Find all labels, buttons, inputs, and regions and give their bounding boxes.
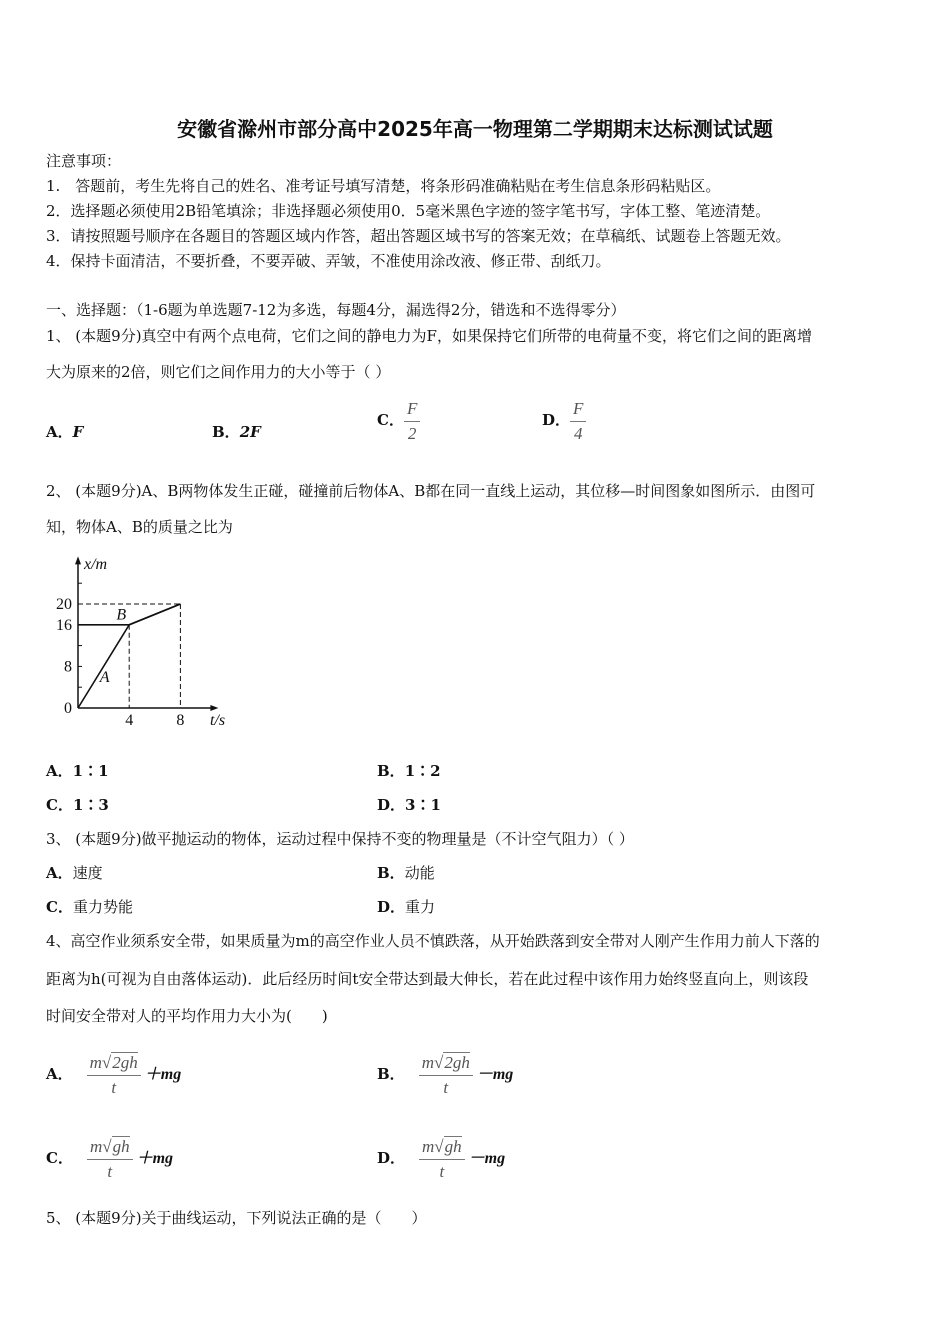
q1-option-a[interactable] bbox=[46, 422, 83, 442]
fraction bbox=[87, 1135, 133, 1184]
mass-symbol: m bbox=[422, 1136, 435, 1156]
option-tail: －mg bbox=[468, 1150, 506, 1167]
note-item: 3．请按照题号顺序在各题目的答题区域内作答，超出答题区域书写的答案无效；在草稿纸、试题卷上答题无效。 bbox=[46, 227, 791, 245]
option-label: C． bbox=[46, 796, 73, 814]
question-1-text: 1、 (本题9分)真空中有两个点电荷，它们之间的静电力为F，如果保持它们所带的电荷量不变，将它们之间的距离增 bbox=[46, 327, 812, 345]
q2-option-a[interactable] bbox=[46, 761, 109, 781]
option-label: C． bbox=[46, 1149, 73, 1167]
option-label: C． bbox=[46, 898, 73, 916]
q1-option-c[interactable] bbox=[377, 396, 420, 446]
option-label: B． bbox=[377, 762, 405, 780]
denominator: 2 bbox=[407, 423, 417, 443]
q1-option-d[interactable] bbox=[542, 396, 586, 446]
mass-symbol: m bbox=[89, 1136, 103, 1156]
mass-symbol: m bbox=[89, 1052, 102, 1072]
x-axis-arrow-icon bbox=[210, 705, 218, 711]
radicand: gh bbox=[444, 1136, 462, 1156]
fraction bbox=[404, 397, 420, 446]
question-2-text: 2、 (本题9分)A、B两物体发生正碰，碰撞前后物体A、B都在同一直线上运动，其位移—时间图象如图所示．由图可 bbox=[46, 482, 816, 500]
question-4-text: 距离为h(可视为自由落体运动)．此后经历时间t安全带达到最大伸长，若在此过程中该作用力始终竖直向上，则该段 bbox=[46, 970, 809, 988]
option-label: B． bbox=[212, 423, 240, 441]
option-label: A． bbox=[46, 423, 73, 441]
option-text: 速度 bbox=[72, 864, 103, 882]
q2-option-d[interactable] bbox=[377, 795, 441, 815]
y-tick-label: 20 bbox=[56, 596, 72, 613]
option-text: 1∶1 bbox=[72, 762, 109, 780]
sqrt-icon: √ bbox=[101, 1052, 112, 1072]
numerator bbox=[87, 1135, 133, 1160]
option-tail: ＋mg bbox=[144, 1066, 182, 1083]
y-axis-arrow-icon bbox=[75, 556, 81, 564]
radicand: 2gh bbox=[444, 1052, 470, 1072]
radicand: gh bbox=[112, 1136, 130, 1156]
q4-option-b[interactable] bbox=[377, 1042, 513, 1107]
q3-option-b[interactable] bbox=[377, 863, 435, 883]
question-3-text: 3、 (本题9分)做平抛运动的物体，运动过程中保持不变的物理量是（不计空气阻力）（ ） bbox=[46, 830, 634, 848]
option-text: 动能 bbox=[404, 864, 435, 882]
q1-option-b[interactable] bbox=[212, 422, 261, 442]
y-tick-label: 0 bbox=[64, 700, 72, 717]
option-label: D． bbox=[542, 411, 571, 429]
option-label: B． bbox=[377, 864, 405, 882]
numerator: F bbox=[570, 397, 586, 422]
denominator: t bbox=[439, 1161, 445, 1181]
q2-option-c[interactable] bbox=[46, 795, 109, 815]
option-label: D． bbox=[377, 796, 406, 814]
position-time-graph bbox=[40, 545, 250, 740]
question-5-text: 5、 (本题9分)关于曲线运动，下列说法正确的是（ ） bbox=[46, 1209, 427, 1227]
option-text: 1∶3 bbox=[72, 796, 109, 814]
mass-symbol: m bbox=[421, 1052, 434, 1072]
radicand: 2gh bbox=[112, 1052, 138, 1072]
denominator: t bbox=[111, 1077, 117, 1097]
y-axis-label: x/m bbox=[84, 556, 108, 573]
option-label: A． bbox=[46, 762, 73, 780]
option-tail: －mg bbox=[476, 1066, 514, 1083]
q2-option-b[interactable] bbox=[377, 761, 441, 781]
fraction bbox=[87, 1051, 141, 1100]
denominator: 4 bbox=[573, 423, 583, 443]
question-2-text: 知，物体A、B的质量之比为 bbox=[46, 518, 233, 536]
option-label: A． bbox=[46, 864, 73, 882]
q4-option-d[interactable] bbox=[377, 1126, 505, 1191]
option-label: C． bbox=[377, 411, 404, 429]
question-1-text: 大为原来的2倍，则它们之间作用力的大小等于（ ） bbox=[46, 363, 391, 381]
option-label: B． bbox=[377, 1065, 405, 1083]
section-heading: 一、选择题：（1-6题为单选题7-12为多选，每题4分，漏选得2分，错选和不选得零分） bbox=[46, 301, 626, 319]
notes-heading: 注意事项： bbox=[46, 152, 122, 170]
option-text: 3∶1 bbox=[405, 796, 441, 814]
numerator bbox=[87, 1051, 141, 1076]
note-item: 1. 答题前，考生先将自己的姓名、准考证号填写清楚，将条形码准确粘贴在考生信息条形码粘贴区。 bbox=[46, 177, 721, 195]
q3-option-d[interactable] bbox=[377, 897, 435, 917]
option-text: 2F bbox=[239, 423, 261, 441]
sqrt-icon: √ bbox=[434, 1136, 444, 1156]
option-label: D． bbox=[377, 898, 406, 916]
sqrt-icon: √ bbox=[102, 1136, 112, 1156]
note-item: 4．保持卡面清洁，不要折叠，不要弄破、弄皱，不准使用涂改液、修正带、刮纸刀。 bbox=[46, 252, 611, 270]
q3-option-c[interactable] bbox=[46, 897, 133, 917]
note-item: 2．选择题必须使用2B铅笔填涂；非选择题必须使用0．5毫米黑色字迹的签字笔书写，字体工整、笔迹清楚。 bbox=[46, 202, 771, 220]
fraction bbox=[419, 1135, 465, 1184]
question-4-text: 4、高空作业须系安全带，如果质量为m的高空作业人员不慎跌落，从开始跌落到安全带对人刚产生作用力前人下落的 bbox=[46, 932, 820, 950]
option-text: F bbox=[72, 423, 84, 441]
option-text: 重力 bbox=[405, 898, 436, 916]
x-tick-label: 8 bbox=[176, 712, 185, 729]
option-text: 1∶2 bbox=[404, 762, 441, 780]
option-text: 重力势能 bbox=[72, 898, 133, 916]
option-label: A． bbox=[46, 1065, 73, 1083]
numerator bbox=[419, 1135, 465, 1160]
fraction bbox=[570, 397, 586, 446]
label-B: B bbox=[116, 606, 127, 624]
numerator: F bbox=[404, 397, 420, 422]
fraction bbox=[419, 1051, 473, 1100]
q3-option-a[interactable] bbox=[46, 863, 103, 883]
sqrt-icon: √ bbox=[433, 1052, 444, 1072]
x-axis-label: t/s bbox=[210, 712, 226, 729]
option-tail: ＋mg bbox=[136, 1150, 174, 1167]
question-4-text: 时间安全带对人的平均作用力大小为( ) bbox=[46, 1007, 328, 1025]
denominator: t bbox=[107, 1161, 113, 1181]
page-title: 安徽省滁州市部分高中2025年高一物理第二学期期末达标测试试题 bbox=[177, 117, 773, 141]
y-tick-label: 16 bbox=[56, 616, 72, 634]
label-A: A bbox=[99, 669, 110, 686]
y-tick-label: 8 bbox=[64, 658, 72, 676]
numerator bbox=[419, 1051, 473, 1076]
x-tick-label: 4 bbox=[125, 712, 134, 729]
q4-option-a[interactable] bbox=[46, 1042, 181, 1107]
series-line-B bbox=[78, 604, 180, 625]
option-label: D． bbox=[377, 1149, 406, 1167]
denominator: t bbox=[443, 1077, 449, 1097]
q4-option-c[interactable] bbox=[46, 1126, 173, 1191]
